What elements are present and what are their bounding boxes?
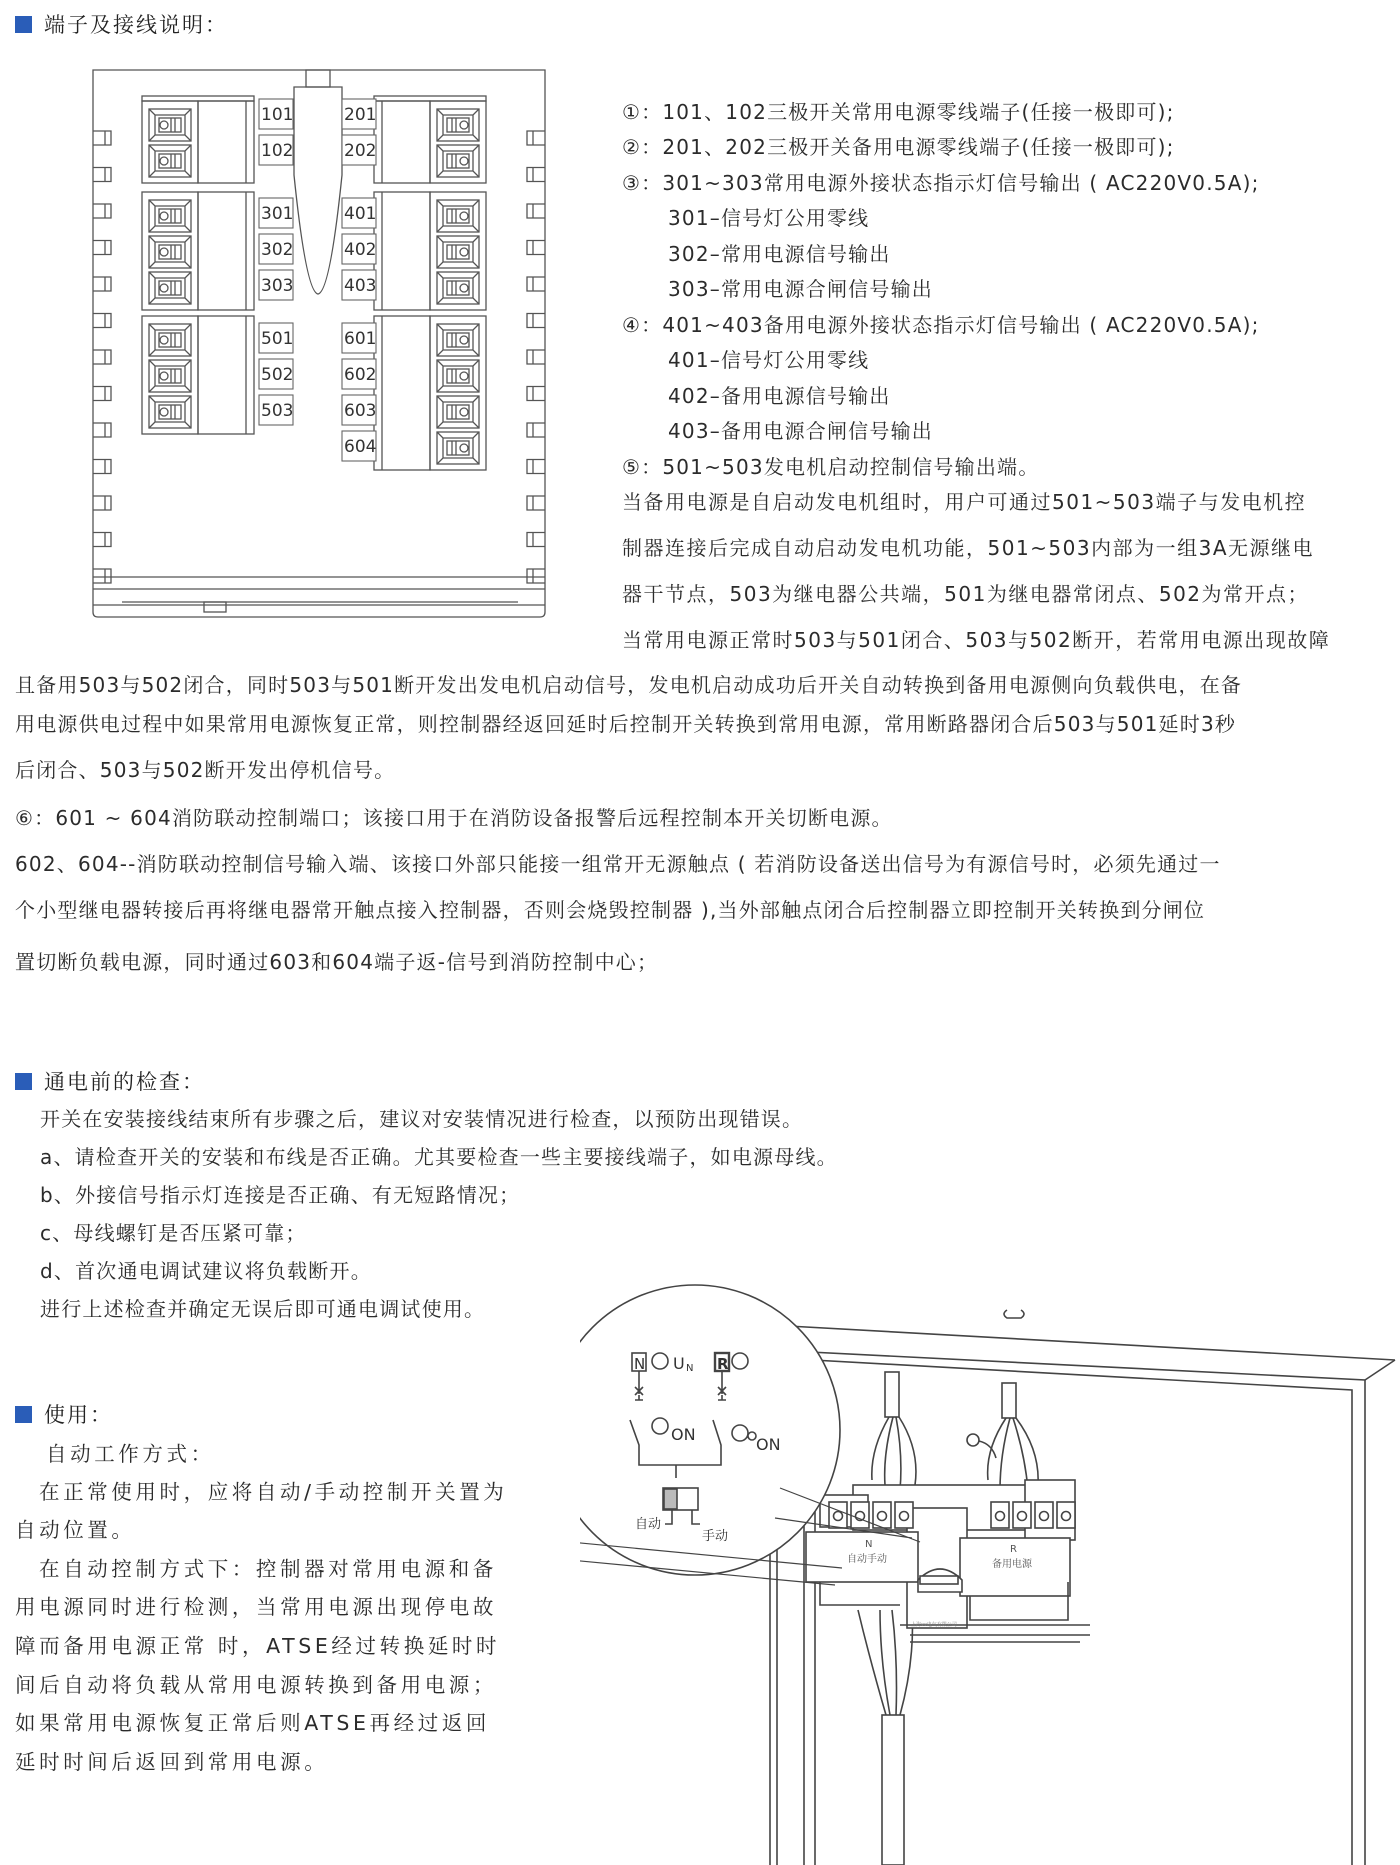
side-tab — [93, 241, 111, 255]
screw-icon — [160, 212, 168, 220]
terminal-item: ①：101、102三极开关常用电源零线端子(任接一极即可); — [622, 100, 1175, 124]
terminal-label: 101 — [261, 105, 294, 125]
side-tab — [93, 387, 111, 401]
section-bullet-icon — [15, 1406, 32, 1423]
screw-icon — [160, 408, 168, 416]
terminal-item: ④：401~403备用电源外接状态指示灯信号输出 ( AC220V0.5A); — [622, 313, 1260, 337]
r-panel-letter: R — [1010, 1544, 1017, 1555]
side-tab — [527, 533, 545, 547]
terminal-label: 401 — [344, 204, 377, 224]
paragraph-line: 个小型继电器转接后再将继电器常开触点接入控制器，否则会烧毁控制器 ),当外部触点闭合后控制器立即控制开关转换到分闸位 — [15, 898, 1206, 922]
side-tab — [527, 460, 545, 474]
paragraph-line: 置切断负载电源，同时通过603和604端子返-信号到消防控制中心； — [15, 950, 659, 974]
terminal-item: 402–备用电源信号输出 — [668, 384, 891, 408]
terminal-label: 502 — [261, 365, 294, 385]
use-line: 用电源同时进行检测，当常用电源出现停电故 — [15, 1595, 497, 1619]
auto-label: 自动 — [635, 1517, 662, 1532]
n-panel-text: 自动手动 — [847, 1554, 887, 1565]
use-line: 障而备用电源正常 时，ATSE经过转换延时时 — [15, 1634, 501, 1658]
use-line: 在正常使用时，应将自动/手动控制开关置为 — [39, 1480, 508, 1504]
terminal-screw-icon — [834, 1512, 843, 1521]
screw-icon — [460, 212, 468, 220]
terminal-block — [142, 316, 198, 434]
terminal-item: ②：201、202三极开关备用电源零线端子(任接一极即可); — [622, 135, 1175, 159]
use-subtitle: 自动工作方式： — [46, 1442, 215, 1466]
r-box-label: R — [717, 1355, 729, 1373]
use-line: 间后自动将负载从常用电源转换到备用电源； — [15, 1673, 497, 1697]
section-title-text: 通电前的检查： — [44, 1070, 205, 1094]
terminal-label: 402 — [344, 240, 377, 260]
screw-icon — [160, 248, 168, 256]
side-tab — [93, 460, 111, 474]
screw-icon — [460, 336, 468, 344]
use-line: 延时时间后返回到常用电源。 — [15, 1750, 329, 1774]
side-tab — [93, 314, 111, 328]
paragraph-line: 当备用电源是自启动发电机组时，用户可通过501~503端子与发电机控 — [622, 490, 1307, 514]
check-line: b、外接信号指示灯连接是否正确、有无短路情况； — [40, 1183, 521, 1207]
terminal-item: ③：301~303常用电源外接状态指示灯信号输出 ( AC220V0.5A); — [622, 171, 1260, 195]
terminal-block-diagram — [0, 0, 640, 640]
section-title-text: 端子及接线说明： — [44, 13, 228, 37]
section-title-text: 使用： — [44, 1403, 113, 1427]
hinge-icon — [1004, 1310, 1024, 1318]
un-subscript: N — [686, 1363, 694, 1374]
terminal-item: 302–常用电源信号输出 — [668, 242, 891, 266]
terminal-screw-icon — [878, 1512, 887, 1521]
side-tab — [527, 168, 545, 182]
terminal-item: 301–信号灯公用零线 — [668, 206, 870, 230]
housing-outline — [93, 70, 545, 617]
screw-icon — [160, 284, 168, 292]
on-right-label: ON — [756, 1435, 781, 1454]
side-tab — [527, 241, 545, 255]
side-tab — [93, 496, 111, 510]
check-line: c、母线螺钉是否压紧可靠； — [40, 1221, 307, 1245]
terminal-label: 604 — [344, 437, 377, 457]
terminal-screw-icon — [1018, 1512, 1027, 1521]
terminal-item: 303–常用电源合闸信号输出 — [668, 277, 933, 301]
side-tab — [93, 350, 111, 364]
side-tab — [527, 387, 545, 401]
terminal-screw-icon — [996, 1512, 1005, 1521]
section-title-use — [15, 1399, 113, 1429]
screw-icon — [160, 336, 168, 344]
on-left-label: ON — [671, 1425, 696, 1444]
side-tab — [93, 569, 111, 583]
terminal-block — [430, 316, 486, 470]
side-tab — [527, 423, 545, 437]
side-tab — [527, 277, 545, 291]
terminal-item: 403–备用电源合闸信号输出 — [668, 419, 933, 443]
check-line: a、请检查开关的安装和布线是否正确。尤其要检查一些主要接线端子，如电源母线。 — [40, 1145, 838, 1169]
section-bullet-icon — [15, 1073, 32, 1090]
screw-icon — [460, 284, 468, 292]
terminal-label: 503 — [261, 401, 294, 421]
terminal-label: 302 — [261, 240, 294, 260]
terminal-label: 102 — [261, 141, 294, 161]
check-line: d、首次通电调试建议将负载断开。 — [40, 1259, 372, 1283]
screw-icon — [460, 248, 468, 256]
side-tab — [93, 533, 111, 547]
terminal-item: 401–信号灯公用零线 — [668, 348, 870, 372]
screw-icon — [460, 408, 468, 416]
terminal-label: 201 — [344, 105, 377, 125]
screw-icon — [460, 121, 468, 129]
paragraph-line: 制器连接后完成自动启动发电机功能，501~503内部为一组3A无源继电 — [622, 536, 1315, 560]
use-line: 自动位置。 — [15, 1518, 136, 1542]
terminal-label: 601 — [344, 329, 377, 349]
screw-icon — [160, 157, 168, 165]
terminal-label: 301 — [261, 204, 294, 224]
terminal-block — [430, 192, 486, 310]
side-tab — [93, 204, 111, 218]
screw-icon — [460, 372, 468, 380]
company-label: 上海xx电气有限公司 — [911, 1622, 957, 1628]
r-panel-text: 备用电源 — [992, 1559, 1032, 1570]
terminal-label: 303 — [261, 276, 294, 296]
screw-icon — [460, 444, 468, 452]
screw-icon — [460, 157, 468, 165]
paragraph-line: 器干节点，503为继电器公共端，501为继电器常闭点、502为常开点； — [622, 582, 1310, 606]
paragraph-line: 当常用电源正常时503与501闭合、503与502断开，若常用电源出现故障 — [622, 628, 1331, 652]
screw-icon — [160, 121, 168, 129]
terminal-label: 603 — [344, 401, 377, 421]
side-tab — [527, 314, 545, 328]
terminal-screw-icon — [1040, 1512, 1049, 1521]
paragraph-line: 用电源供电过程中如果常用电源恢复正常，则控制器经返回延时后控制开关转换到常用电源，常用断路器闭合后503与501延时3秒 — [15, 712, 1237, 736]
side-tab — [527, 131, 545, 145]
atse-cabinet-illustration — [580, 1280, 1400, 1865]
n-panel-letter: N — [865, 1539, 873, 1550]
manual-label: 手动 — [702, 1529, 729, 1544]
side-tab — [527, 569, 545, 583]
un-label: U — [673, 1354, 685, 1373]
check-line: 进行上述检查并确定无误后即可通电调试使用。 — [40, 1297, 486, 1321]
paragraph-line: 且备用503与502闭合，同时503与501断开发出发电机启动信号，发电机启动成功后开关自动转换到备用电源侧向负载供电，在备 — [15, 673, 1243, 697]
side-tab — [527, 496, 545, 510]
terminal-label: 403 — [344, 276, 377, 296]
side-tab — [93, 423, 111, 437]
use-line: 如果常用电源恢复正常后则ATSE再经过返回 — [15, 1711, 491, 1735]
paragraph-line: 602、604--消防联动控制信号输入端、该接口外部只能接一组常开无源触点 ( 若消防设备送出信号为有源信号时，必须先通过一 — [15, 852, 1221, 876]
terminal-label: 501 — [261, 329, 294, 349]
side-tab — [93, 131, 111, 145]
side-tab — [93, 168, 111, 182]
screw-icon — [160, 372, 168, 380]
check-line: 开关在安装接线结束所有步骤之后，建议对安装情况进行检查，以预防出现错误。 — [40, 1107, 804, 1131]
item-6-fire-linkage: ⑥：601 ~ 604消防联动控制端口；该接口用于在消防设备报警后远程控制本开关切断电源。 — [15, 806, 893, 830]
terminal-label: 602 — [344, 365, 377, 385]
n-box-label: N — [634, 1355, 646, 1373]
side-tab — [93, 277, 111, 291]
paragraph-line: 后闭合、503与502断开发出停机信号。 — [15, 758, 396, 782]
side-tab — [527, 204, 545, 218]
terminal-item: ⑤：501~503发电机启动控制信号输出端。 — [622, 455, 1040, 479]
terminal-screw-icon — [900, 1512, 909, 1521]
section-title-check — [15, 1066, 205, 1096]
terminal-screw-icon — [1062, 1512, 1071, 1521]
terminal-block — [142, 192, 198, 310]
use-line: 在自动控制方式下：控制器对常用电源和备 — [39, 1557, 497, 1581]
side-tab — [527, 350, 545, 364]
terminal-label: 202 — [344, 141, 377, 161]
